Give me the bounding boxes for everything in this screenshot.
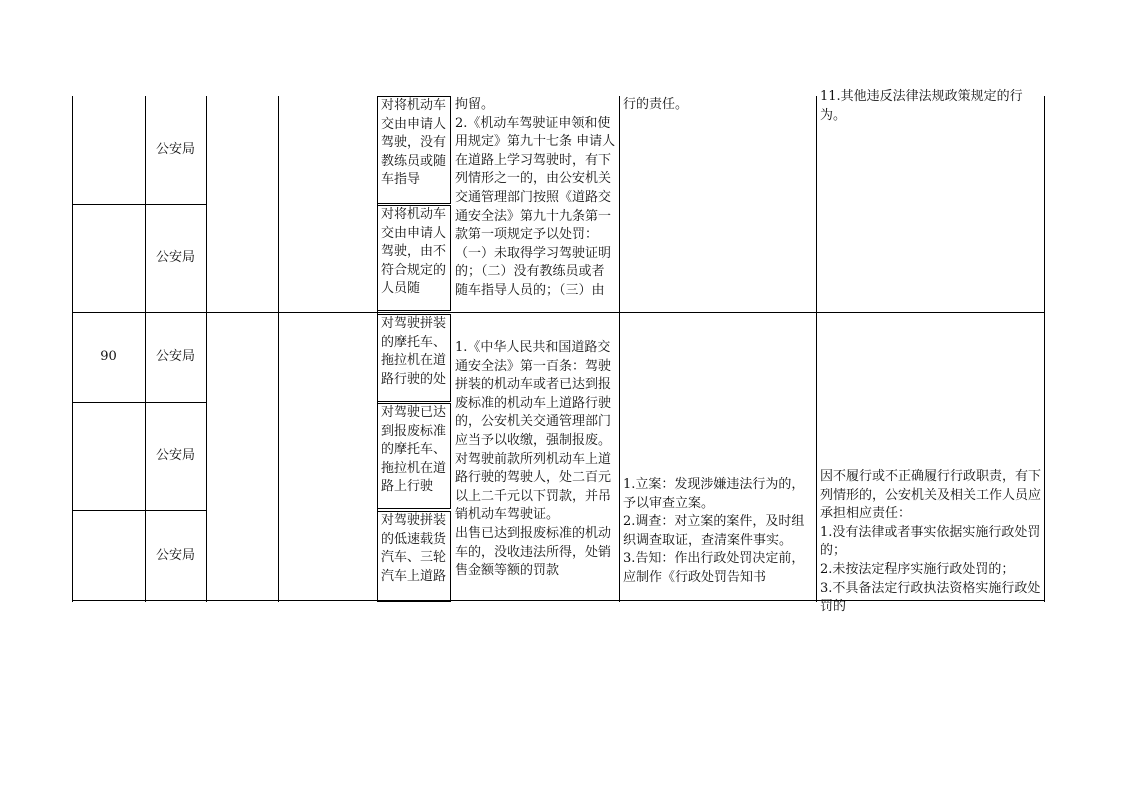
row-number: 90	[100, 348, 117, 364]
basis-text-bottom	[452, 339, 619, 602]
duty-paragraph: 1.立案：发现涉嫌违法行为的，予以审查立案。	[623, 477, 805, 511]
dept-cell: 公安局	[155, 249, 195, 265]
basis-text-top: 拘留。 2.《机动车驾驶证申领和使用规定》第九十七条 申请人在道路上学习驾驶时，有下列情形之一的，由公安机关交通管理部门按照《道路交通安全法》第九十九条第一款第一项规定予以处罚：（一）未取得学习驾驶证明的；（二）没有教练员或者随车指导人员的；（三）由	[455, 97, 616, 298]
duty-text-bottom	[620, 476, 816, 602]
item-cell: 对驾驶拼装的低速载货汽车、三轮汽车上道路	[377, 511, 451, 602]
group-separator	[72, 312, 1045, 313]
duty-paragraph: 3.告知：作出行政处罚决定前，应制作《行政处罚告知书	[623, 551, 805, 585]
item-cell: 对驾驶已达到报废标准的摩托车、拖拉机在道路上行驶	[377, 403, 451, 509]
liability-paragraph: 1.没有法律或者事实依据实施行政处罚的；	[820, 524, 1041, 559]
liability-paragraph: 因不履行或不正确履行行政职责，有下列情形的，公安机关及相关工作人员应承担相应责任：	[820, 469, 1042, 522]
duty-paragraph: 2.调查：对立案的案件，及时组织调查取证，查清案件事实。	[623, 514, 805, 548]
grid-line	[206, 96, 207, 602]
dept-cell: 公安局	[155, 447, 195, 463]
basis-paragraph: 对驾驶前款所列机动车上道路行驶的驾驶人，处二百元以上二千元以下罚款，并吊销机动车驾驶证。	[455, 451, 612, 523]
liability-text-bottom	[817, 468, 1044, 615]
basis-paragraph: 1.《中华人民共和国道路交通安全法》第一百条：驾驶拼装的机动车或者已达到报废标准的机动车上道路行驶的，公安机关交通管理部门应当予以收缴，强制报废。	[455, 340, 612, 448]
liability-paragraph: 2.未按法定程序实施行政处罚的；	[820, 561, 1015, 577]
duty-text-top: 行的责任。	[623, 97, 689, 112]
dept-cell: 公安局	[155, 547, 195, 563]
table-fragment	[72, 89, 1045, 615]
item-cell: 对将机动车交由申请人驾驶，由不符合规定的人员随	[377, 205, 451, 311]
liability-paragraph: 3.不具备法定行政执法资格实施行政处罚的	[820, 580, 1041, 615]
dept-cell: 公安局	[155, 348, 195, 364]
dept-cell: 公安局	[155, 141, 195, 157]
basis-paragraph: 出售已达到报废标准的机动车的，没收违法所得，处销售金额等额的罚款	[455, 525, 612, 579]
grid-line	[278, 96, 279, 602]
liability-text-top: 11.其他违反法律法规政策规定的行为。	[820, 89, 1023, 123]
grid-line	[1044, 96, 1045, 602]
item-cell: 对将机动车交由申请人驾驶，没有教练员或随车指导	[377, 96, 451, 204]
item-cell: 对驾驶拼装的摩托车、拖拉机在道路行驶的处	[377, 314, 451, 402]
